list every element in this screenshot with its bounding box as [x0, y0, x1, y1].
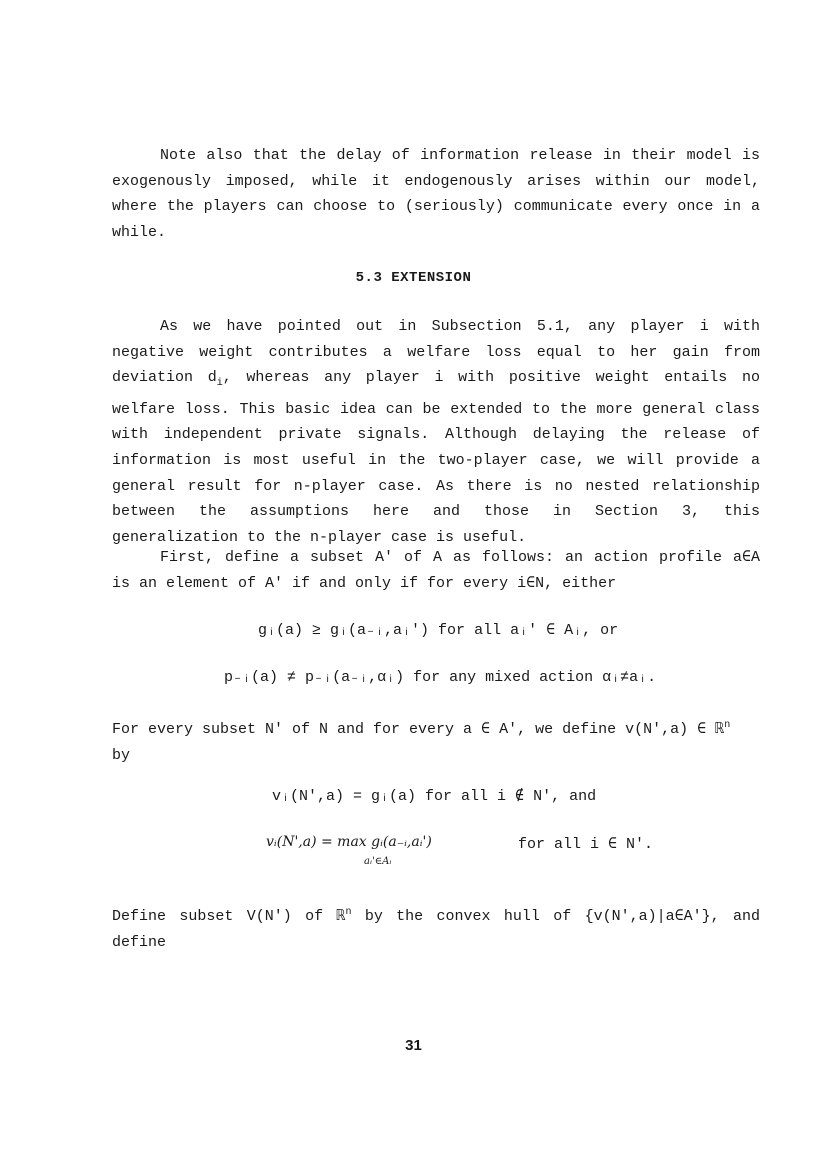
equation-max-subscript: aᵢ'∈Aᵢ — [364, 856, 392, 867]
paragraph-delay-note: Note also that the delay of information release in their model is exogenously imposed, while it endogenously arises within our model, where the players can choose to (seriously) communicate every once in a while. — [112, 147, 760, 241]
paragraph-convex-hull: Define subset V(N') of ℝ$^n$ by the convex hull of {v(N',a)|a∈A'}, and define — [112, 907, 760, 951]
equation-v-outside: vᵢ(N',a) = gᵢ(a) for all i ∉ N', and — [272, 788, 597, 805]
paragraph-extension: As we have pointed out in Subsection 5.1, any player i with negative weight contributes a welfare loss equal to her gain from deviation $d_i$, whereas any player i with positive weight entails no welfare loss. This basic idea can be extended to the more general class with independent private signals. Although delaying the release of information is most useful in the two-player case, we will provide a general result for n-player case. As there is no nested relationship between the assumptions here and those in Section 3, this generalization to the n-player case is useful. — [112, 318, 760, 546]
equation-detectability: p₋ᵢ(a) ≠ p₋ᵢ(a₋ᵢ,αᵢ) for any mixed action αᵢ≠aᵢ. — [224, 669, 657, 686]
section-heading: 5.3 EXTENSION — [355, 270, 472, 286]
equation-v-inside: vᵢ(N',a) = max gᵢ(a₋ᵢ,aᵢ') — [266, 834, 432, 850]
equation-best-response: gᵢ(a) ≥ gᵢ(a₋ᵢ,aᵢ') for all aᵢ' ∈ Aᵢ, or — [258, 622, 619, 639]
equation-v-inside-condition: for all i ∈ N'. — [518, 836, 654, 853]
page-number: 31 — [405, 1037, 422, 1054]
paragraph-subset-definition: First, define a subset A' of A as follows: an action profile a∈A is an element of A' if and only if for every i∈N, either — [112, 549, 760, 592]
paragraph-v-definition: For every subset N' of N and for every a ∈ A', we define v(N',a) ∈ ℝ$^n$ by — [112, 720, 731, 764]
